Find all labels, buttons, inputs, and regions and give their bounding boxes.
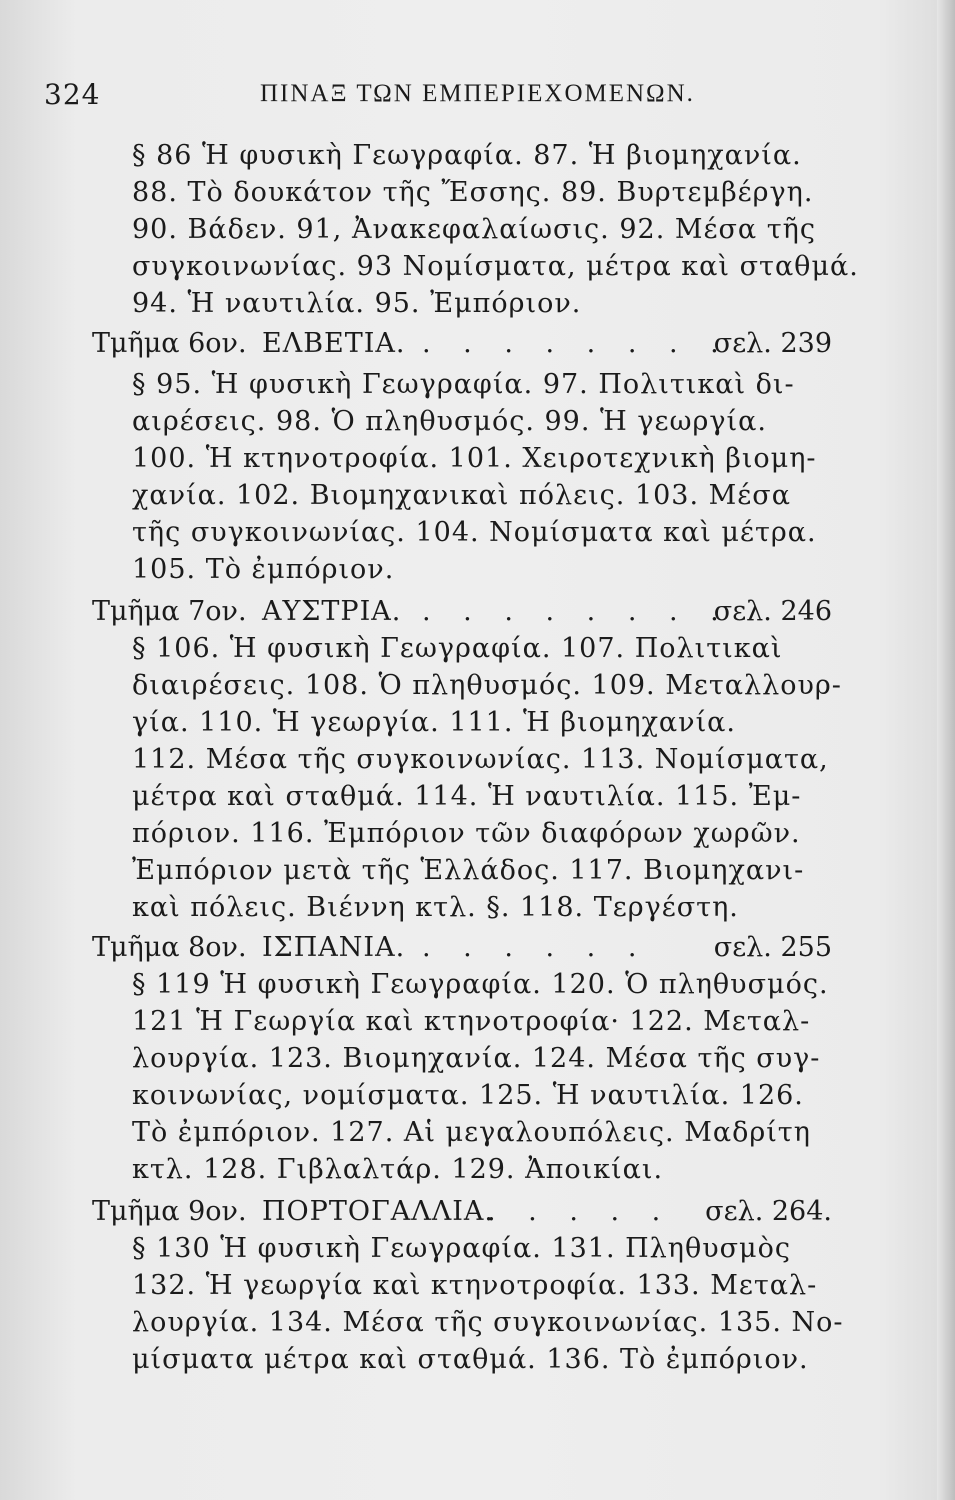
section-heading [92,324,832,364]
toc-line: διαιρέσεις. 108. Ὁ πληθυσμός. 109. Μεταλλουρ- [132,670,842,701]
section-page-ref: σελ. 246 [713,596,832,627]
section-entries [132,366,817,588]
toc-line: κτλ. 128. Γιβλαλτάρ. 129. Ἀποικίαι. [132,1154,664,1185]
running-title: ΠΙΝΑΞ ΤΩΝ ΕΜΠΕΡΙΕΧΟΜΕΝΩΝ. [260,80,695,107]
toc-line: § 119 Ἡ φυσικὴ Γεωγραφία. 120. Ὁ πληθυσμός. [132,969,829,1000]
toc-line: μίσματα μέτρα καὶ σταθμά. 136. Τὸ ἐμπόριον. [132,1344,809,1375]
toc-line: αιρέσεις. 98. Ὁ πληθυσμός. 99. Ἡ γεωργία. [132,406,767,437]
toc-line: καὶ πόλεις. Βιέννη κτλ. §. 118. Τεργέστη. [132,892,739,923]
toc-line: Ἐμπόριον μετὰ τῆς Ἑλλάδος. 117. Βιομηχανι- [132,855,805,886]
section-page-ref: σελ. 239 [713,328,832,359]
toc-line: 100. Ἡ κτηνοτροφία. 101. Χειροτεχνικὴ βιομη- [132,443,817,474]
section-entries [132,1230,844,1378]
section-entries [132,966,829,1188]
section-label: Τμῆμα 6ον. [92,328,247,359]
leader-dots: . . . . . [487,1196,673,1227]
section-entries [132,630,842,926]
toc-line: 112. Μέσα τῆς συγκοινωνίας. 113. Νομίσματα, [132,744,829,775]
page-number: 324 [44,78,101,111]
section-heading [92,592,832,632]
toc-line: μέτρα καὶ σταθμά. 114. Ἡ ναυτιλία. 115. Ἐμ- [132,781,802,812]
section-page-ref: σελ. 264. [705,1196,832,1227]
toc-line: γία. 110. Ἡ γεωργία. 111. Ἡ βιομηχανία. [132,707,736,738]
toc-line: κοινωνίας, νομίσματα. 125. Ἡ ναυτιλία. 126. [132,1080,804,1111]
section-name: ΙΣΠΑΝΙΑ. [262,932,406,963]
toc-line: λουργία. 123. Βιομηχανία. 124. Μέσα τῆς συγ- [132,1043,821,1074]
toc-line: 88. Τὸ δουκάτον τῆς Ἔσσης. 89. Βυρτεμβέργη. [132,177,814,208]
toc-line: § 106. Ἡ φυσικὴ Γεωγραφία. 107. Πολιτικαὶ [132,633,783,664]
section-name: ΑΥΣΤΡΙΑ. [262,596,402,627]
toc-line: § 130 Ἡ φυσικὴ Γεωγραφία. 131. Πληθυσμὸς [132,1233,791,1264]
toc-line: 94. Ἡ ναυτιλία. 95. Ἐμπόριον. [132,288,582,319]
section-heading [92,928,832,968]
toc-line: συγκοινωνίας. 93 Νομίσματα, μέτρα καὶ σταθμά. [132,251,859,282]
page-edge-shadow [937,0,955,1500]
toc-line: § 86 Ἡ φυσικὴ Γεωγραφία. 87. Ἡ βιομηχανία. [132,140,802,171]
leader-dots: . . . . . . [422,932,649,963]
toc-line: 132. Ἡ γεωργία καὶ κτηνοτροφία. 133. Μεταλ- [132,1270,818,1301]
toc-line: § 95. Ἡ φυσικὴ Γεωγραφία. 97. Πολιτικαὶ δι- [132,369,795,400]
section-label: Τμῆμα 9ον. [92,1196,247,1227]
toc-line: λουργία. 134. Μέσα τῆς συγκοινωνίας. 135. Νο- [132,1307,844,1338]
leader-dots: . . . . . . . . [422,328,731,359]
section-heading [92,1192,832,1232]
toc-line: 121 Ἡ Γεωργία καὶ κτηνοτροφία· 122. Μεταλ- [132,1006,811,1037]
section-name: ΕΛΒΕΤΙΑ. [262,328,406,359]
section-label: Τμῆμα 8ον. [92,932,247,963]
toc-line: Τὸ ἐμπόριον. 127. Αἱ μεγαλουπόλεις. Μαδρίτη [132,1117,811,1148]
leader-dots: . . . . . . . . [422,596,731,627]
toc-line: 90. Βάδεν. 91, Ἀνακεφαλαίωσις. 92. Μέσα τῆς [132,214,816,245]
page-header [44,78,864,118]
toc-line: πόριον. 116. Ἐμπόριον τῶν διαφόρων χωρῶν. [132,818,801,849]
section-label: Τμῆμα 7ον. [92,596,247,627]
toc-line: τῆς συγκοινωνίας. 104. Νομίσματα καὶ μέτρα. [132,517,817,548]
toc-line: 105. Τὸ ἐμπόριον. [132,554,395,585]
section-page-ref: σελ. 255 [713,932,832,963]
intro-entries [132,137,859,322]
section-name: ΠΟΡΤΟΓΑΛΛΙΑ. [262,1196,494,1227]
toc-line: χανία. 102. Βιομηχανικαὶ πόλεις. 103. Μέσα [132,480,791,511]
